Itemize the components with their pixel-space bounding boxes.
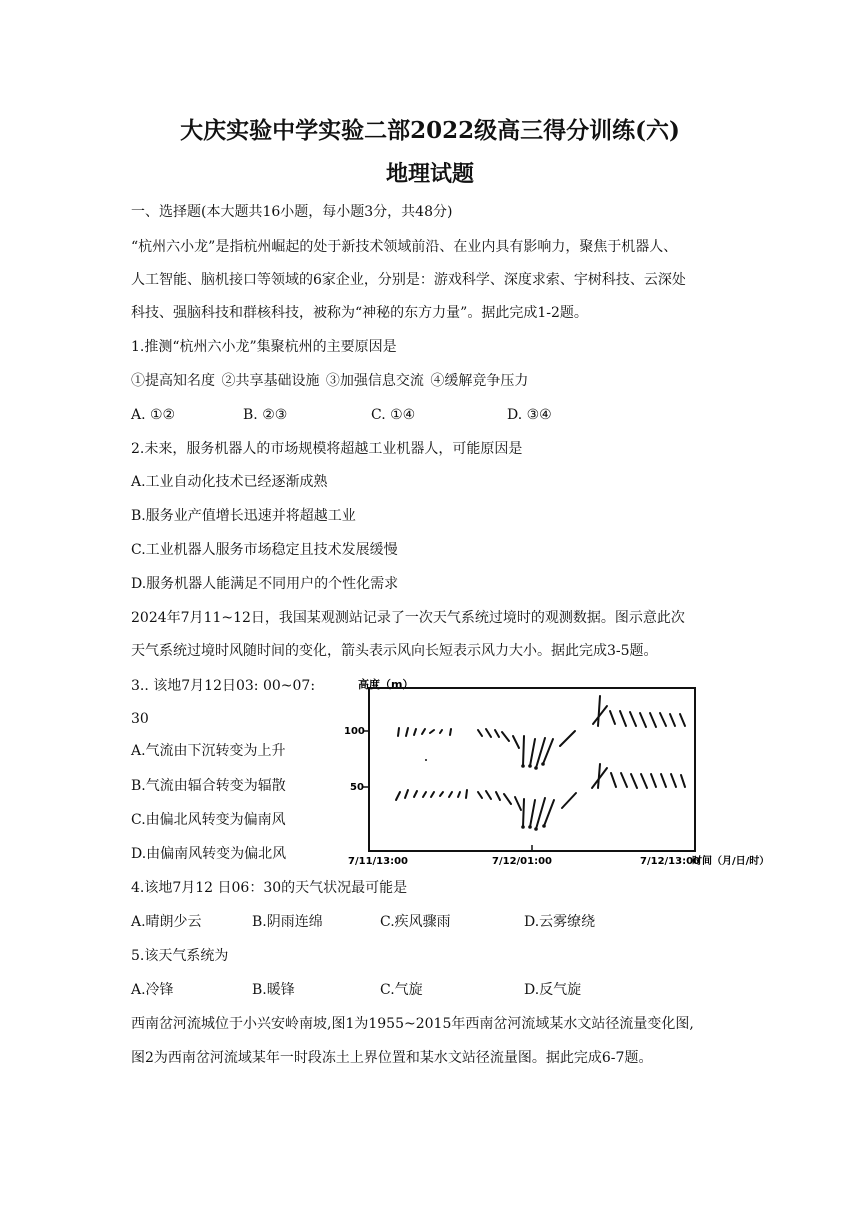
wind-barb	[431, 792, 434, 797]
wind-time-height-chart	[330, 676, 790, 872]
q2-option-a: A.工业自动化技术已经逐渐成熟	[131, 474, 328, 490]
wind-barb	[486, 729, 491, 737]
wind-barb-heads	[521, 762, 546, 831]
q5-option-b: B.暖锋	[252, 982, 295, 998]
q4-option-c: C.疾风骤雨	[380, 914, 451, 930]
intro1-line3: 科技、强脑科技和群核科技，被称为“神秘的东方力量”。据此完成1-2题。	[131, 305, 588, 321]
q3-stem-line1: 3.. 该地7月12日03: 00~07:	[131, 678, 316, 694]
x-axis-label: 时间（月/日/时）	[692, 856, 770, 867]
wind-barb	[598, 696, 600, 726]
wind-barb	[544, 800, 554, 826]
q2-stem: 2.未来，服务机器人的市场规模将超越工业机器人，可能原因是	[131, 441, 523, 457]
wind-barb	[515, 797, 521, 810]
dot-mark	[425, 759, 427, 761]
wind-barb	[466, 790, 467, 798]
exam-subtitle: 地理试题	[385, 161, 474, 187]
q3-option-b: B.气流由辐合转变为辐散	[131, 778, 286, 794]
section-heading: 一、选择题(本大题共16小题，每小题3分，共48分)	[131, 204, 453, 220]
barb-head	[528, 764, 532, 768]
wind-barb	[610, 711, 615, 724]
wind-barb	[680, 714, 685, 726]
wind-barb	[681, 775, 685, 787]
q2-option-b: B.服务业产值增长迅速并将超越工业	[131, 508, 356, 524]
barb-head	[541, 762, 545, 766]
wind-barb	[611, 773, 616, 787]
q1-option-d: D. ③④	[507, 407, 552, 423]
wind-barb	[502, 732, 509, 741]
wind-barb	[458, 792, 460, 797]
wind-barb	[478, 792, 482, 798]
wind-barb	[650, 713, 656, 727]
q1-option-c: C. ①④	[371, 407, 416, 423]
q2-option-c: C.工业机器人服务市场稳定且技术发展缓慢	[131, 542, 398, 558]
wind-barb	[598, 764, 600, 788]
wind-barb	[405, 790, 408, 798]
barb-head	[534, 827, 538, 831]
wind-barb	[486, 791, 491, 799]
q1-stem: 1.推测“杭州六小龙”集聚杭州的主要原因是	[131, 339, 397, 355]
wind-barb	[414, 729, 416, 735]
q4-option-b: B.阴雨连绵	[252, 914, 323, 930]
barb-head	[521, 764, 525, 768]
wind-barb	[620, 711, 626, 726]
wind-barb	[396, 792, 400, 800]
intro3-line2: 图2为西南岔河流域某年一时段冻土上界位置和某水文站径流量图。据此完成6-7题。	[131, 1050, 653, 1066]
q4-option-a: A.晴朗少云	[131, 914, 202, 930]
wind-barb	[414, 791, 417, 797]
wind-barb	[430, 730, 434, 733]
q5-option-c: C.气旋	[380, 982, 423, 998]
wind-barb	[406, 728, 408, 736]
q4-option-d: D.云雾缭绕	[524, 914, 596, 930]
y-axis-label: 高度（m）	[358, 678, 414, 691]
wind-barb	[440, 792, 443, 796]
q5-option-d: D.反气旋	[524, 982, 582, 998]
q1-option-a: A. ①②	[131, 407, 176, 423]
q2-option-d: D.服务机器人能满足不同用户的个性化需求	[131, 576, 399, 592]
wind-barb	[504, 794, 511, 804]
q1-items: ①提高知名度 ②共享基础设施 ③加强信息交流 ④缓解竞争压力	[131, 373, 529, 389]
barb-head	[542, 824, 546, 828]
wind-barb	[661, 774, 666, 787]
wind-barb	[422, 729, 425, 734]
x-tick-label-2: 7/12/01:00	[492, 856, 553, 867]
wind-barb	[523, 736, 524, 766]
wind-barb	[641, 774, 647, 788]
intro2-line2: 天气系统过境时风随时间的变化，箭头表示风向长短表示风力大小。据此完成3-5题。	[131, 643, 658, 659]
q5-option-a: A.冷锋	[131, 982, 174, 998]
q4-stem: 4.该地7月12 日06：30的天气状况最可能是	[131, 880, 408, 896]
wind-barb	[530, 739, 535, 766]
barb-head	[534, 766, 538, 770]
barb-head	[521, 825, 525, 829]
wind-barb	[530, 800, 535, 827]
q3-option-c: C.由偏北风转变为偏南风	[131, 812, 286, 828]
wind-barb	[449, 792, 452, 797]
wind-barb	[398, 728, 399, 736]
y-tick-label-50: 50	[350, 782, 364, 793]
exam-title: 大庆实验中学实验二部2022级高三得分训练(六)	[180, 117, 680, 144]
x-tick-label-1: 7/11/13:00	[348, 856, 409, 867]
wind-barb	[450, 729, 451, 735]
wind-barb	[440, 730, 442, 733]
q3-stem-line2: 30	[131, 711, 149, 727]
wind-barbs-50m	[396, 764, 685, 829]
q3-option-d: D.由偏南风转变为偏北风	[131, 846, 287, 862]
q3-option-a: A.气流由下沉转变为上升	[131, 743, 286, 759]
wind-barb	[495, 730, 499, 737]
x-tick-label-3: 7/12/13:00	[640, 856, 701, 867]
plot-frame	[369, 688, 695, 851]
wind-barb	[670, 714, 675, 726]
intro3-line1: 西南岔河流城位于小兴安岭南坡,图1为1955~2015年西南岔河流域某水文站径流量变化图,	[131, 1016, 694, 1032]
wind-barb	[671, 774, 676, 787]
wind-barb	[640, 713, 646, 727]
wind-barb	[496, 792, 500, 800]
wind-barb	[478, 730, 482, 736]
wind-barb	[621, 773, 627, 787]
wind-barb	[523, 799, 524, 827]
intro1-line2: 人工智能、脑机接口等领域的6家企业，分别是：游戏科学、深度求索、宇树科技、云深处	[131, 272, 686, 288]
wind-barbs-100m	[398, 696, 685, 768]
wind-barb	[660, 713, 666, 726]
wind-barb	[562, 793, 576, 808]
wind-barb	[651, 774, 656, 787]
q1-option-b: B. ②③	[243, 407, 288, 423]
barb-head	[528, 825, 532, 829]
wind-barb	[560, 731, 575, 746]
intro2-line1: 2024年7月11~12日，我国某观测站记录了一次天气系统过境时的观测数据。图示意此次	[131, 610, 685, 626]
wind-barb	[631, 774, 637, 788]
q5-stem: 5.该天气系统为	[131, 948, 229, 964]
wind-barb	[513, 736, 519, 748]
wind-barb	[423, 792, 426, 797]
y-tick-label-100: 100	[344, 726, 365, 737]
wind-barb	[630, 712, 636, 726]
intro1-line1: “杭州六小龙”是指杭州崛起的处于新技术领域前沿、在业内具有影响力，聚焦于机器人、	[131, 239, 678, 255]
